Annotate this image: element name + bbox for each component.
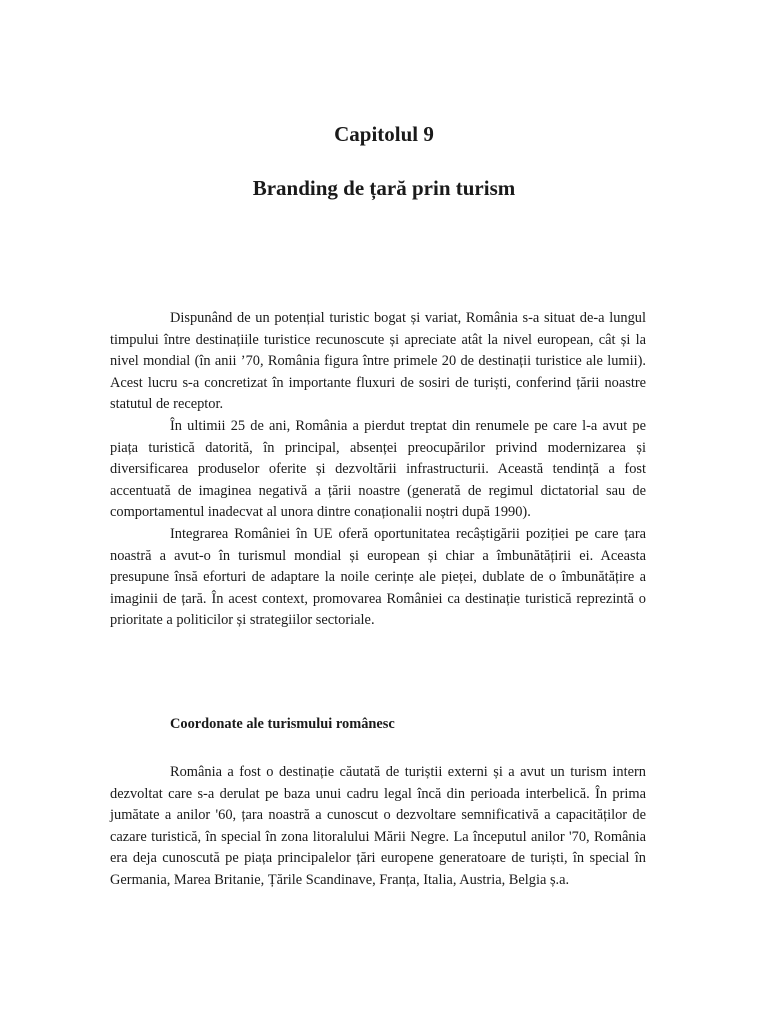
section-text-block [110, 762, 646, 892]
section-heading: Coordonate ale turismului românesc [170, 716, 395, 732]
paragraph: Integrarea României în UE oferă oportunitatea recâștigării poziției pe care țara noastră a avut-o în turismul mondial și european și chiar a îmbunătățirii ei. Aceasta presupune însă eforturi de adaptare la noile cerințe ale pieței, dublate de o îmbunătățire a imaginii de țară. În acest context, promovarea României ca destinație turistică reprezintă o prioritate a politicilor și strategiilor sectoriale. [110, 525, 646, 629]
chapter-title: Branding de țară prin turism [252, 176, 516, 200]
paragraph: În ultimii 25 de ani, România a pierdut treptat din renumele pe care l-a avut pe piața turistică datorită, în principal, absenței preocupărilor privind modernizarea și diversificarea produselor oferite și dezvoltării infrastructurii. Această tendință a fost accentuată de imaginea negativă a țării noastre (generată de regimul dictatorial sau de comportamentul inadecvat al unora dintre conaționalii noștri după 1990). [110, 417, 646, 521]
intro-text-block [110, 308, 646, 632]
chapter-label: Capitolul 9 [334, 122, 434, 146]
paragraph: România a fost o destinație căutată de turiștii externi și a avut un turism intern dezvoltat care s-a derulat pe baza unui cadru legal încă din perioada interbelică. În prima jumătate a anilor '60, țara noastră a cunoscut o dezvoltare semnificativă a capacităților de cazare turistică, în special în zona litoralului Mării Negre. La începutul anilor '70, România era deja cunoscută pe piața principalelor țări europene generatoare de turiști, în special în Germania, Marea Britanie, Țările Scandinave, Franța, Italia, Austria, Belgia ș.a. [110, 764, 646, 888]
paragraph: Dispunând de un potențial turistic bogat și variat, România s-a situat de-a lungul timpului între destinațiile turistice recunoscute și apreciate atât la nivel european, cât și la nivel mondial (în anii ’70, România figura între primele 20 de destinații turistice ale lumii). Acest lucru s-a concretizat în importante fluxuri de sosiri de turiști, conferind țării noastre statutul de receptor. [110, 310, 646, 413]
